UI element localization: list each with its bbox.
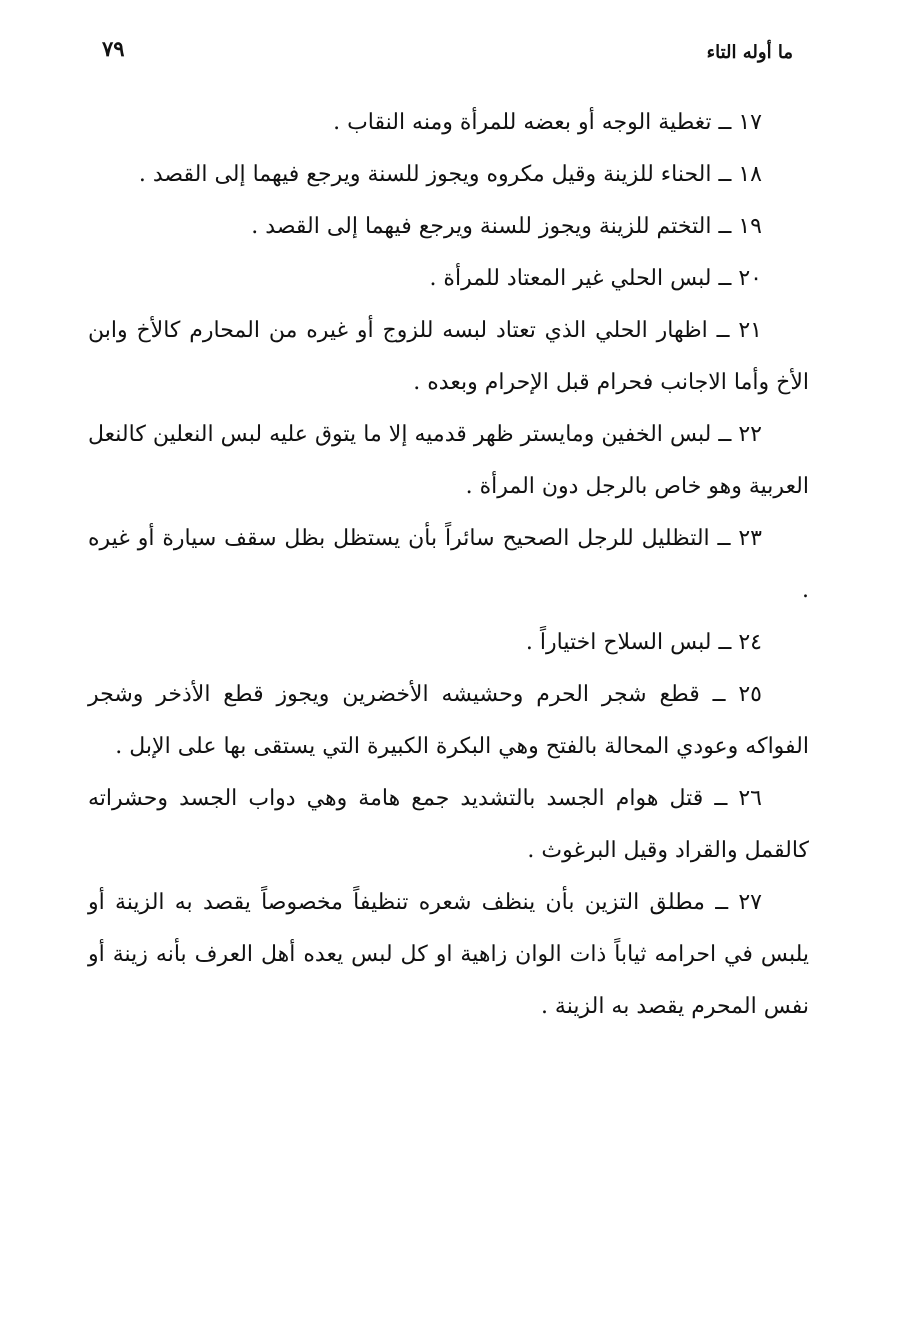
page-number: ٧٩ xyxy=(102,36,125,61)
list-item-24: ٢٤ ــ لبس السلاح اختياراً . xyxy=(525,630,762,655)
list-item-20: ٢٠ ــ لبس الحلي غير المعتاد للمرأة . xyxy=(429,266,762,291)
list-item-25: ٢٥ ــ قطع شجر الحرم وحشيشه الأخضرين ويجوز قطع الأذخر وشجر الفواكه وعودي المحالة بالفتح وهي البكرة الكبيرة التي يستقى بها على الإبل . xyxy=(88,682,809,759)
list-item-26: ٢٦ ــ قتل هوام الجسد بالتشديد جمع هامة وهي دواب الجسد وحشراته كالقمل والقراد وقيل البرغوث . xyxy=(88,786,809,863)
list-item-27: ٢٧ ــ مطلق التزين بأن ينظف شعره تنظيفاً مخصوصاً يقصد به الزينة أو يلبس في احرامه ثياباً ذات الوان زاهية او كل لبس يعده أهل العرف بأنه زينة أو نفس المحرم يقصد به الزينة . xyxy=(88,890,809,1019)
body-text xyxy=(88,97,809,1033)
list-item-19: ١٩ ــ التختم للزينة ويجوز للسنة ويرجع فيهما إلى القصد . xyxy=(251,214,762,239)
list-item-23: ٢٣ ــ التظليل للرجل الصحيح سائراً بأن يستظل بظل سقف سيارة أو غيره . xyxy=(88,526,809,603)
list-item-18: ١٨ ــ الحناء للزينة وقيل مكروه ويجوز للسنة ويرجع فيهما إلى القصد . xyxy=(138,162,762,187)
running-header: ما أوله التاء xyxy=(706,42,793,63)
list-item-22: ٢٢ ــ لبس الخفين ومايستر ظهر قدميه إلا ما يتوق عليه لبس النعلين كالنعل العربية وهو خاص بالرجل دون المرأة . xyxy=(88,422,809,499)
list-item-17: ١٧ ــ تغطية الوجه أو بعضه للمرأة ومنه النقاب . xyxy=(333,110,762,135)
list-item-21: ٢١ ــ اظهار الحلي الذي تعتاد لبسه للزوج أو غيره من المحارم كالأخ وابن الأخ وأما الاجانب فحرام قبل الإحرام وبعده . xyxy=(88,318,809,395)
